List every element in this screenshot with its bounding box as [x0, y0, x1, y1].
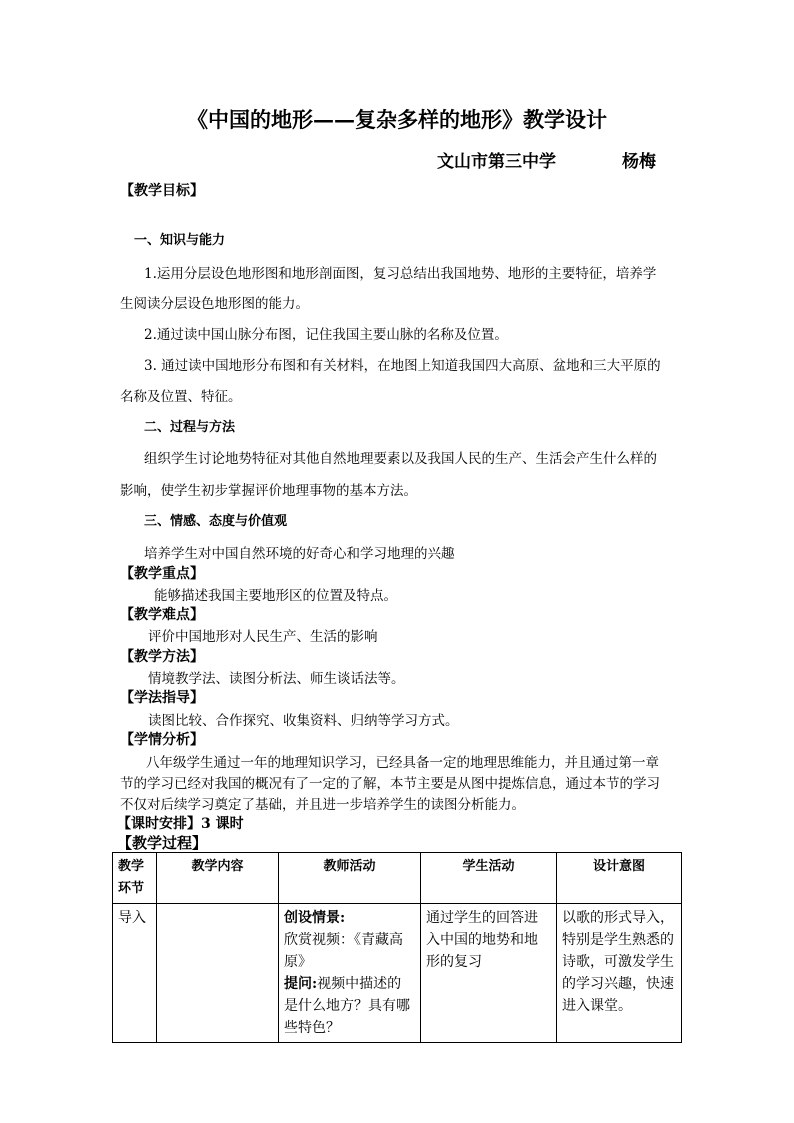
- row-teacher: [279, 904, 421, 1043]
- difficulties-text: 评价中国地形对人民生产、生活的影响: [148, 629, 378, 645]
- document-title: 《中国的地形——复杂多样的地形》教学设计: [187, 107, 607, 132]
- knowledge-item-1-line-1: 1.运用分层设色地形图和地形剖面图，复习总结出我国地势、地形的主要特征，培养学: [144, 266, 657, 282]
- knowledge-item-1-line-2: 生阅读分层设色地形图的能力。: [120, 296, 309, 312]
- process-section-heading: 【教学过程】: [117, 834, 208, 852]
- schedule-heading: 【课时安排】: [117, 816, 201, 832]
- table-header-row: [113, 853, 682, 904]
- methods-text: 情境教学法、读图分析法、师生谈话法等。: [148, 671, 405, 687]
- teacher-question: [284, 973, 415, 1039]
- process-heading: 二、过程与方法: [144, 420, 236, 435]
- author-name: 杨梅: [622, 152, 656, 172]
- methods-heading: 【教学方法】: [120, 649, 204, 665]
- analysis-line-2: 节的学习已经对我国的概况有了一定的了解，本节主要是从图中提炼信息，通过本节的学习: [120, 776, 660, 792]
- schedule-line: [117, 813, 244, 833]
- header-stage: [113, 853, 157, 904]
- analysis-heading: 【学情分析】: [120, 732, 204, 748]
- header-stage-line-1: 教学: [118, 859, 145, 874]
- emotion-heading: 三、情感、态度与价值观: [144, 514, 288, 529]
- knowledge-item-3-line-1: 3. 通过读中国地形分布图和有关材料，在地图上知道我国四大高原、盆地和三大平原的: [144, 358, 661, 374]
- teaching-process-table: [112, 852, 682, 1043]
- knowledge-item-2: 2.通过读中国山脉分布图，记住我国主要山脉的名称及位置。: [144, 327, 508, 343]
- table-row: [113, 904, 682, 1043]
- header-intent: 设计意图: [557, 853, 682, 904]
- emotion-line-1: 培养学生对中国自然环境的好奇心和学习地理的兴趣: [144, 546, 455, 562]
- header-content: 教学内容: [157, 853, 279, 904]
- teacher-label-2: 提问:: [284, 976, 318, 992]
- knowledge-item-3-line-2: 名称及位置、特征。: [120, 389, 242, 405]
- row-student: 通过学生的回答进入中国的地势和地形的复习: [421, 904, 557, 1043]
- difficulties-heading: 【教学难点】: [120, 607, 204, 623]
- row-intent: 以歌的形式导入，特别是学生熟悉的诗歌，可激发学生的学习兴趣，快速进入课堂。: [557, 904, 682, 1043]
- process-line-2: 影响，使学生初步掌握评价地理事物的基本方法。: [120, 483, 417, 499]
- study-guide-text: 读图比较、合作探究、收集资料、归纳等学习方式。: [148, 713, 459, 729]
- study-guide-heading: 【学法指导】: [120, 690, 204, 706]
- teacher-text-1: 欣赏视频：《青藏高原》: [284, 932, 403, 970]
- row-stage: 导入: [113, 904, 157, 1043]
- key-points-text: 能够描述我国主要地形区的位置及特点。: [154, 588, 397, 604]
- process-line-1: 组织学生讨论地势特征对其他自然地理要素以及我国人民的生产、生活会产生什么样的: [144, 451, 657, 467]
- header-teacher: 教师活动: [279, 853, 421, 904]
- teacher-text-2: 视频中描述的是什么地方？具有哪些特色？: [284, 976, 410, 1036]
- knowledge-heading: 一、知识与能力: [134, 233, 226, 248]
- objectives-heading: 【教学目标】: [120, 183, 204, 199]
- header-stage-line-2: 环节: [118, 881, 145, 896]
- teacher-label-1: 创设情景:: [284, 910, 346, 926]
- row-content: [157, 904, 279, 1043]
- schedule-value: 3 课时: [201, 816, 244, 832]
- analysis-line-3: 不仅对后续学习奠定了基础，并且进一步培养学生的读图分析能力。: [120, 797, 525, 813]
- key-points-heading: 【教学重点】: [120, 566, 204, 582]
- header-student: 学生活动: [421, 853, 557, 904]
- school-name: 文山市第三中学: [437, 152, 556, 172]
- analysis-line-1: 八年级学生通过一年的地理知识学习，已经具备一定的地理思维能力，并且通过第一章: [146, 755, 659, 771]
